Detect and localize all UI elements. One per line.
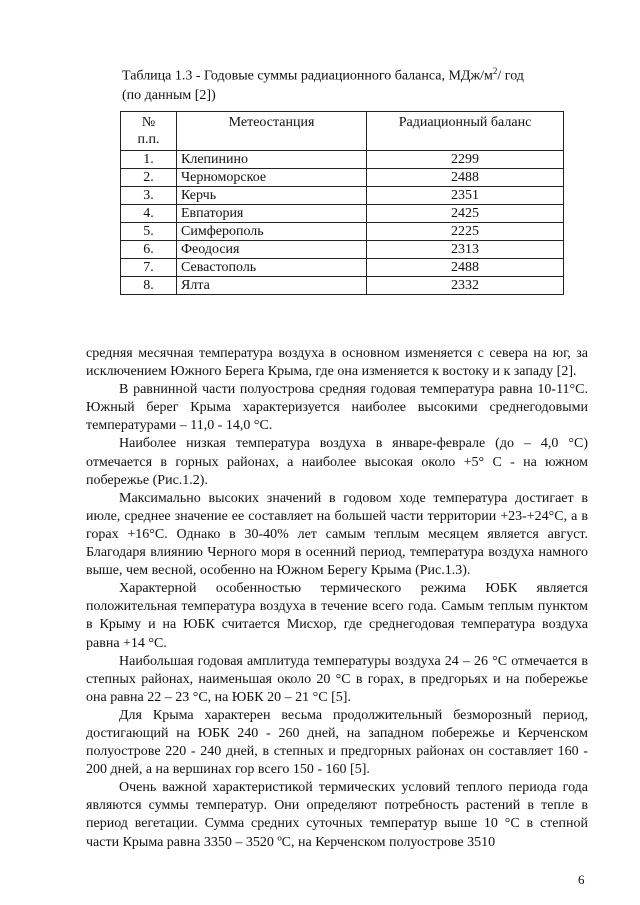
row-station: Керчь (177, 187, 367, 205)
row-number: 3. (121, 187, 177, 205)
row-station: Черноморское (177, 169, 367, 187)
row-balance-value: 2351 (367, 187, 564, 205)
row-station: Феодосия (177, 241, 367, 259)
row-station: Клепинино (177, 151, 367, 169)
paragraph: Очень важной характеристикой термических условий теплого периода года являются суммы температур. Они определяют потребность растений в тепле в период вегетации. Сумма средних суточных температур выше 10 °С в степной части Крыма равна 3350 – 3520 ºС, на Керченском полуострове 3510 (86, 780, 588, 850)
row-balance-value: 2425 (367, 205, 564, 223)
body-text (86, 345, 588, 852)
paragraph: Для Крыма характерен весьма продолжительный безморозный период, достигающий на ЮБК 240 - 260 дней, на западном побережье и Керченском полуострове 220 - 240 дней, в степных и предгорных районах он составляет 160 - 200 дней, а на вершинах гор всего 150 - 160 [5]. (86, 707, 588, 778)
table-caption (122, 62, 562, 105)
caption-line-2: (по данным [2]) (122, 87, 216, 103)
row-number: 6. (121, 241, 177, 259)
table-row (121, 277, 564, 295)
table-row (121, 151, 564, 169)
table-row (121, 259, 564, 277)
row-station: Евпатория (177, 205, 367, 223)
row-balance-value: 2225 (367, 223, 564, 241)
radiation-balance-table (120, 111, 564, 295)
header-station: Метеостанция (177, 112, 367, 151)
row-number: 5. (121, 223, 177, 241)
page-number: 6 (578, 872, 585, 887)
table-row (121, 187, 564, 205)
paragraph: Характерной особенностью термического режима ЮБК является положительная температура воздуха в течение всего года. Самым теплым пунктом в Крыму и на ЮБК считается Мисхор, где среднегодовая температура воздуха равна +14 °С. (86, 581, 588, 651)
caption-superscript: 2 (492, 66, 498, 76)
header-number (121, 112, 177, 151)
paragraph: Максимально высоких значений в годовом ходе температура достигает в июле, среднее значение ее составляет на большей части территории +23-+24°С, а в горах +16°С. Однако в 30-40% лет самым теплым месяцем является август. Благодаря влиянию Черного моря в осенний период, температура воздуха намного выше, чем весной, особенно на Южном Берегу Крыма (Рис.1.3). (86, 490, 588, 579)
table-row (121, 223, 564, 241)
row-number: 2. (121, 169, 177, 187)
row-number: 8. (121, 277, 177, 295)
table-header-row (121, 112, 564, 151)
row-balance-value: 2488 (367, 259, 564, 277)
table-body (121, 151, 564, 295)
row-balance-value: 2488 (367, 169, 564, 187)
paragraph: Наиболее низкая температура воздуха в январе-феврале (до – 4,0 °С) отмечается в горных районах, а наиболее высокая около +5° С - на южном побережье (Рис.1.2). (86, 436, 588, 488)
header-balance: Радиационный баланс (367, 112, 564, 151)
row-number: 4. (121, 205, 177, 223)
row-station: Ялта (177, 277, 367, 295)
table-row (121, 205, 564, 223)
row-balance-value: 2313 (367, 241, 564, 259)
row-station: Севастополь (177, 259, 367, 277)
header-number-line-1: № (141, 115, 156, 130)
table-row (121, 169, 564, 187)
paragraph: средняя месячная температура воздуха в основном изменяется с севера на юг, за исключением Южного Берега Крыма, где она изменяется к востоку и к западу [2]. (86, 346, 588, 380)
table-row (121, 241, 564, 259)
row-number: 1. (121, 151, 177, 169)
row-station: Симферополь (177, 223, 367, 241)
paragraph: В равнинной части полуострова средняя годовая температура равна 10-11°С. Южный берег Крыма характеризуется наиболее высокими среднегодовыми температурами – 11,0 - 14,0 °С. (86, 382, 588, 434)
row-number: 7. (121, 259, 177, 277)
caption-line-1 (122, 62, 562, 86)
caption-unit: / год (497, 68, 524, 84)
paragraph: Наибольшая годовая амплитуда температуры воздуха 24 – 26 °С отмечается в степных районах, наименьшая около 20 °С в горах, в предгорьях и на побережье она равна 22 – 23 °С, на ЮБК 20 – 21 °С [5]. (86, 653, 588, 705)
row-balance-value: 2299 (367, 151, 564, 169)
caption-title: Таблица 1.3 - Годовые суммы радиационного баланса, МДж/м (122, 68, 493, 84)
header-number-line-2: п.п. (137, 132, 160, 147)
row-balance-value: 2332 (367, 277, 564, 295)
